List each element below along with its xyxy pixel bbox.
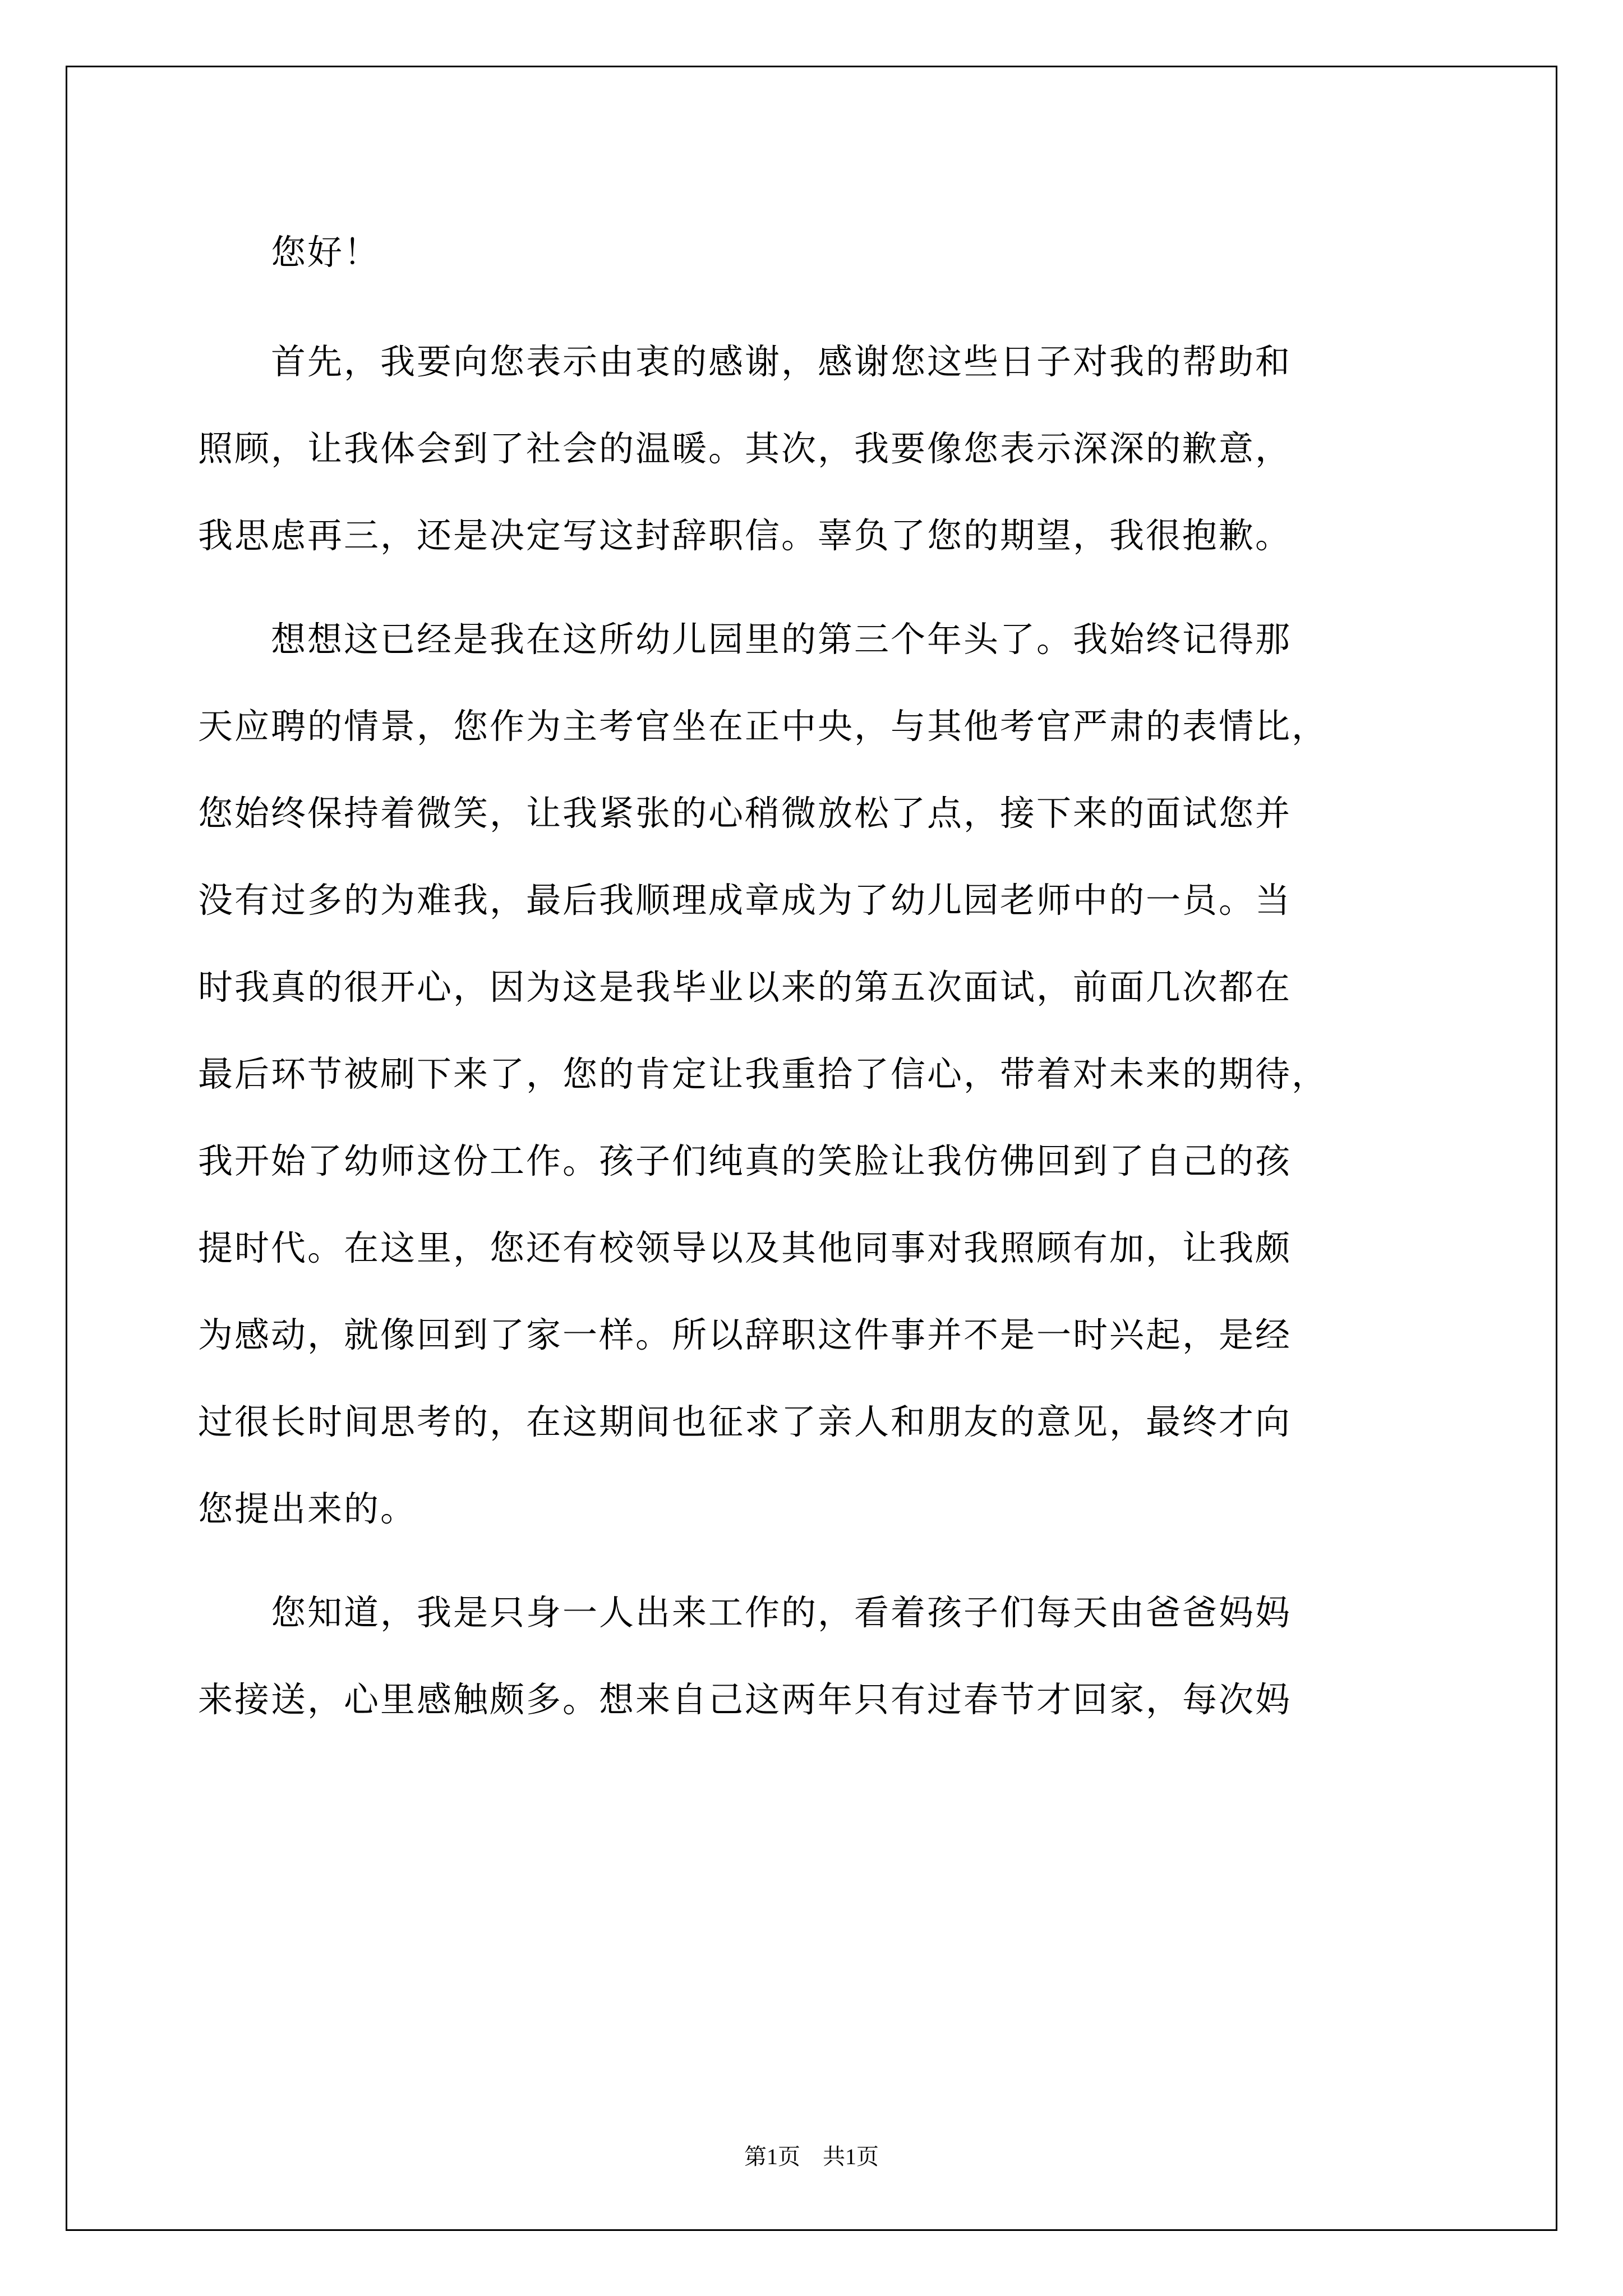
letter-line: 想想这已经是我在这所幼儿园里的第三个年头了。我始终记得那 [198,619,1292,660]
letter-line: 时我真的很开心，因为这是我毕业以来的第五次面试，前面几次都在 [198,967,1292,1007]
letter-line: 为感动，就像回到了家一样。所以辞职这件事并不是一时兴起，是经 [198,1314,1292,1355]
letter-line-greeting: 您好！ [198,232,381,273]
letter-line: 我思虑再三，还是决定写这封辞职信。辜负了您的期望，我很抱歉。 [198,515,1292,556]
letter-line: 我开始了幼师这份工作。孩子们纯真的笑脸让我仿佛回到了自己的孩 [198,1140,1292,1181]
letter-line: 您始终保持着微笑，让我紧张的心稍微放松了点，接下来的面试您并 [198,793,1292,834]
letter-line: 您知道，我是只身一人出来工作的，看着孩子们每天由爸爸妈妈 [198,1592,1292,1633]
letter-line: 没有过多的为难我，最后我顺理成章成为了幼儿园老师中的一员。当 [198,880,1292,921]
letter-line: 提时代。在这里，您还有校领导以及其他同事对我照顾有加，让我颇 [198,1227,1292,1268]
letter-line: 过很长时间思考的，在这期间也征求了亲人和朋友的意见，最终才向 [198,1401,1292,1442]
letter-line: 您提出来的。 [198,1488,417,1529]
letter-line: 首先，我要向您表示由衷的感谢，感谢您这些日子对我的帮助和 [198,341,1292,382]
letter-line: 天应聘的情景，您作为主考官坐在正中央，与其他考官严肃的表情比， [198,706,1329,747]
letter-line: 来接送，心里感触颇多。想来自己这两年只有过春节才回家，每次妈 [198,1679,1292,1720]
letter-line: 照顾，让我体会到了社会的温暖。其次，我要像您表示深深的歉意， [198,428,1292,469]
page-number-footer: 第1页 共1页 [744,2144,879,2169]
letter-line: 最后环节被刷下来了，您的肯定让我重拾了信心，带着对未来的期待， [198,1053,1329,1094]
